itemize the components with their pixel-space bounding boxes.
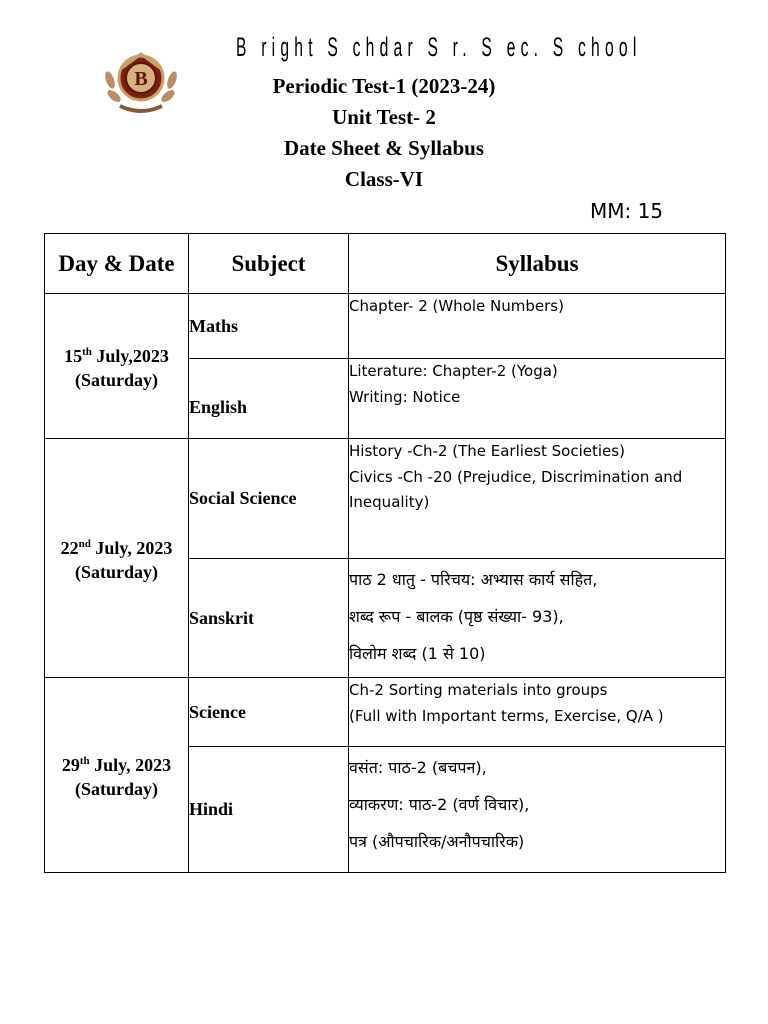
school-name: B right S chdar S r. S ec. S chool (236, 32, 642, 62)
date-day: 29 (61, 755, 80, 775)
syllabus-line: विलोम शब्द (1 से 10) (349, 644, 486, 663)
school-logo (100, 46, 182, 118)
date-cell (45, 678, 189, 873)
table-row (45, 439, 726, 559)
date-day: 22 (60, 538, 79, 558)
syllabus-line: व्याकरण: पाठ-2 (वर्ण विचार), (349, 795, 530, 814)
syllabus-line: Ch-2 Sorting materials into groups (349, 681, 608, 699)
date-suffix: th (79, 755, 90, 767)
subject-cell: English (189, 359, 349, 439)
date-suffix: th (82, 346, 92, 358)
test-name: Periodic Test-1 (2023-24) (272, 74, 496, 98)
date-weekday: (Saturday) (74, 562, 158, 582)
date-weekday: (Saturday) (74, 370, 158, 390)
subject-cell: Social Science (189, 439, 349, 559)
header-day-date: Day & Date (45, 234, 189, 294)
syllabus-line: पाठ 2 धातु - परिचय: अभ्यास कार्य सहित, (349, 570, 598, 589)
syllabus-cell (349, 747, 726, 873)
syllabus-line: History -Ch-2 (The Earliest Societies) (349, 442, 625, 460)
syllabus-line: शब्द रूप - बालक (पृष्ठ संख्या- 93), (349, 607, 564, 626)
table-row (45, 294, 726, 359)
syllabus-line: वसंत: पाठ-2 (बचपन), (349, 758, 487, 777)
header-subject: Subject (189, 234, 349, 294)
date-sheet-table (44, 233, 726, 873)
syllabus-line: पत्र (औपचारिक/अनौपचारिक) (349, 832, 525, 851)
date-month-year: July, 2023 (95, 538, 173, 558)
svg-text:B: B (134, 68, 148, 90)
syllabus-line: Chapter- 2 (Whole Numbers) (349, 297, 564, 315)
class-name: Class-VI (344, 167, 424, 191)
date-cell (45, 439, 189, 678)
syllabus-cell (349, 359, 726, 439)
syllabus-cell (349, 294, 726, 359)
syllabus-cell (349, 678, 726, 747)
doc-title: Date Sheet & Syllabus (283, 136, 485, 160)
date-month-year: July,2023 (96, 346, 169, 366)
unit-test: Unit Test- 2 (332, 105, 436, 129)
subject-cell: Hindi (189, 747, 349, 873)
subject-cell: Sanskrit (189, 559, 349, 678)
subject-cell: Science (189, 678, 349, 747)
date-weekday: (Saturday) (74, 779, 158, 799)
syllabus-cell (349, 439, 726, 559)
syllabus-line: Civics -Ch -20 (Prejudice, Discrimination and Inequality) (349, 467, 683, 511)
syllabus-line: Literature: Chapter-2 (Yoga) (349, 362, 558, 380)
max-marks: MM: 15 (590, 199, 664, 223)
syllabus-cell (349, 559, 726, 678)
table-row (45, 678, 726, 747)
table-header-row (45, 234, 726, 294)
header-syllabus: Syllabus (349, 234, 726, 294)
date-cell (45, 294, 189, 439)
syllabus-line: Writing: Notice (349, 387, 461, 406)
subject-cell: Maths (189, 294, 349, 359)
date-month-year: July, 2023 (94, 755, 172, 775)
date-suffix: nd (78, 538, 91, 550)
syllabus-line: (Full with Important terms, Exercise, Q/A ) (349, 706, 664, 725)
date-day: 15 (64, 346, 83, 366)
